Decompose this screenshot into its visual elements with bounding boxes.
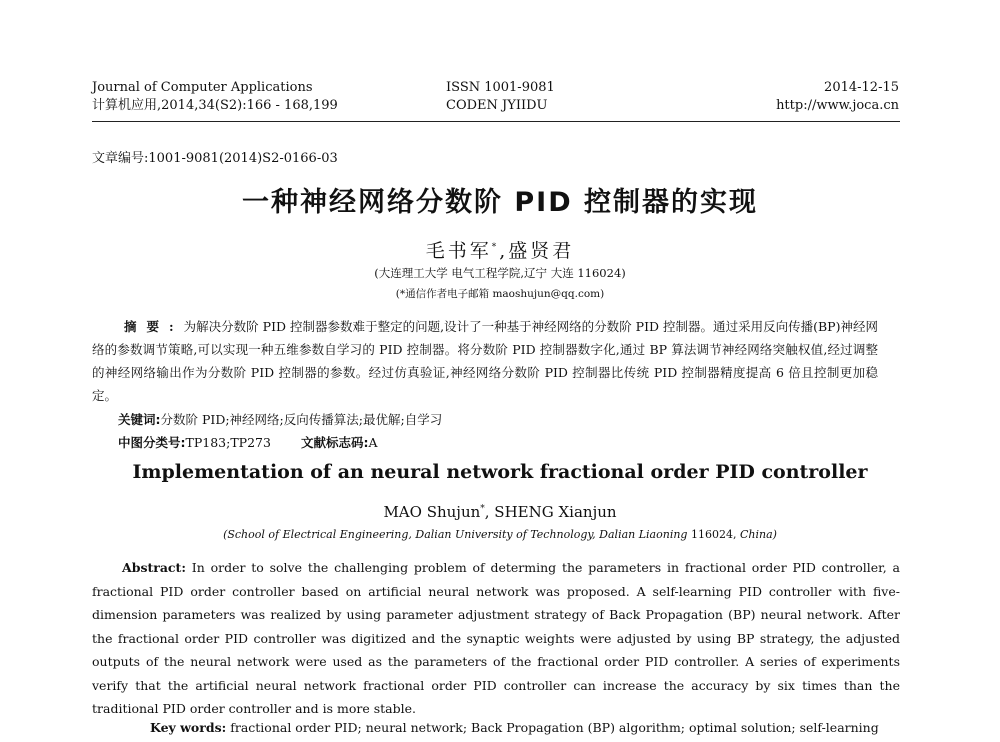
keywords-english <box>150 720 879 735</box>
publish-date: 2014-12-15 <box>824 80 899 95</box>
keywords-en-label: Key words: <box>150 720 227 735</box>
author-1-cn: 毛书军 <box>425 240 492 262</box>
issn-info <box>446 79 555 115</box>
journal-citation-cn: 计算机应用,2014,34(S2):166 - 168,199 <box>92 98 338 113</box>
authors-chinese <box>0 236 1000 263</box>
keywords-cn-text: 分数阶 PID;神经网络;反向传播算法;最优解;自学习 <box>160 412 443 427</box>
classification-chinese <box>118 433 377 451</box>
doc-code-label: 文献标志码: <box>300 435 369 450</box>
author-2-en: , SHENG Xianjun <box>484 503 617 521</box>
abstract-english <box>92 556 900 721</box>
abstract-en-label: Abstract: <box>122 560 186 575</box>
author-1-en: MAO Shujun <box>383 503 481 521</box>
article-number: 文章编号:1001-9081(2014)S2-0166-03 <box>92 151 338 166</box>
affiliation-en-text: (School of Electrical Engineering, Dalian University of Technology, Dalian Liaoning <box>223 528 688 541</box>
header-divider <box>92 121 900 122</box>
corresponding-mark-en: * <box>480 504 485 514</box>
journal-info <box>92 79 338 115</box>
journal-url[interactable]: http://www.joca.cn <box>776 98 899 113</box>
affiliation-chinese: (大连理工大学 电气工程学院,辽宁 大连 116024) <box>374 266 626 280</box>
issn: ISSN 1001-9081 <box>446 80 555 95</box>
affiliation-en-code: 116024, <box>690 528 737 541</box>
keywords-chinese <box>118 410 442 428</box>
coden: CODEN JYIIDU <box>446 98 548 113</box>
affiliation-english <box>0 528 1000 541</box>
affiliation-en-country: China) <box>739 528 777 541</box>
author-2-cn: ,盛贤君 <box>499 240 575 262</box>
abstract-cn-label: 摘要: <box>124 319 184 334</box>
corresponding-mark-cn: * <box>491 242 500 253</box>
journal-name-en: Journal of Computer Applications <box>92 80 313 95</box>
abstract-cn-text: 为解决分数阶 PID 控制器参数难于整定的问题,设计了一种基于神经网络的分数阶 PID 控制器。通过采用反向传播(BP)神经网络的参数调节策略,可以实现一种五维参数自学习的 PID 控制器。将分数阶 PID 控制器数字化,通过 BP 算法调节神经网络突触权值,经过调整的神经网络输出作为分数阶 PID 控制器的参数。经过仿真验证,神经网络分数阶 PID 控制器比传统 PID 控制器精度提高 6 倍且控制更加稳定。 <box>92 319 878 403</box>
keywords-cn-label: 关键词: <box>118 412 161 427</box>
keywords-en-text: fractional order PID; neural network; Back Propagation (BP) algorithm; optimal solution; self-learning <box>230 720 879 735</box>
abstract-en-text: In order to solve the challenging problem of determing the parameters in fractional order PID controller, a fractional PID order controller based on artificial neural network was proposed. A self-learning PID controller with five-dimension parameters was realized by using parameter adjustment strategy of Back Propagation (BP) neural network. After the fractional order PID controller was digitized and the synaptic weights were adjusted by using BP strategy, the adjusted outputs of the neural network were used as the parameters of the fractional order PID controller. A series of experiments verify that the artificial neural network fractional order PID controller can increase the accuracy by six times than the traditional PID order controller and is more stable. <box>92 560 900 716</box>
email-chinese: (*通信作者电子邮箱 maoshujun@qq.com) <box>395 288 605 300</box>
title-chinese: 一种神经网络分数阶 PID 控制器的实现 <box>241 187 759 218</box>
clc-label: 中图分类号: <box>118 435 186 450</box>
clc-value: TP183;TP273 <box>185 435 271 450</box>
date-url-info <box>776 79 899 115</box>
abstract-chinese <box>92 315 878 407</box>
title-english: Implementation of an neural network fractional order PID controller <box>132 461 868 483</box>
authors-english <box>0 503 1000 521</box>
doc-code-value: A <box>368 435 378 450</box>
